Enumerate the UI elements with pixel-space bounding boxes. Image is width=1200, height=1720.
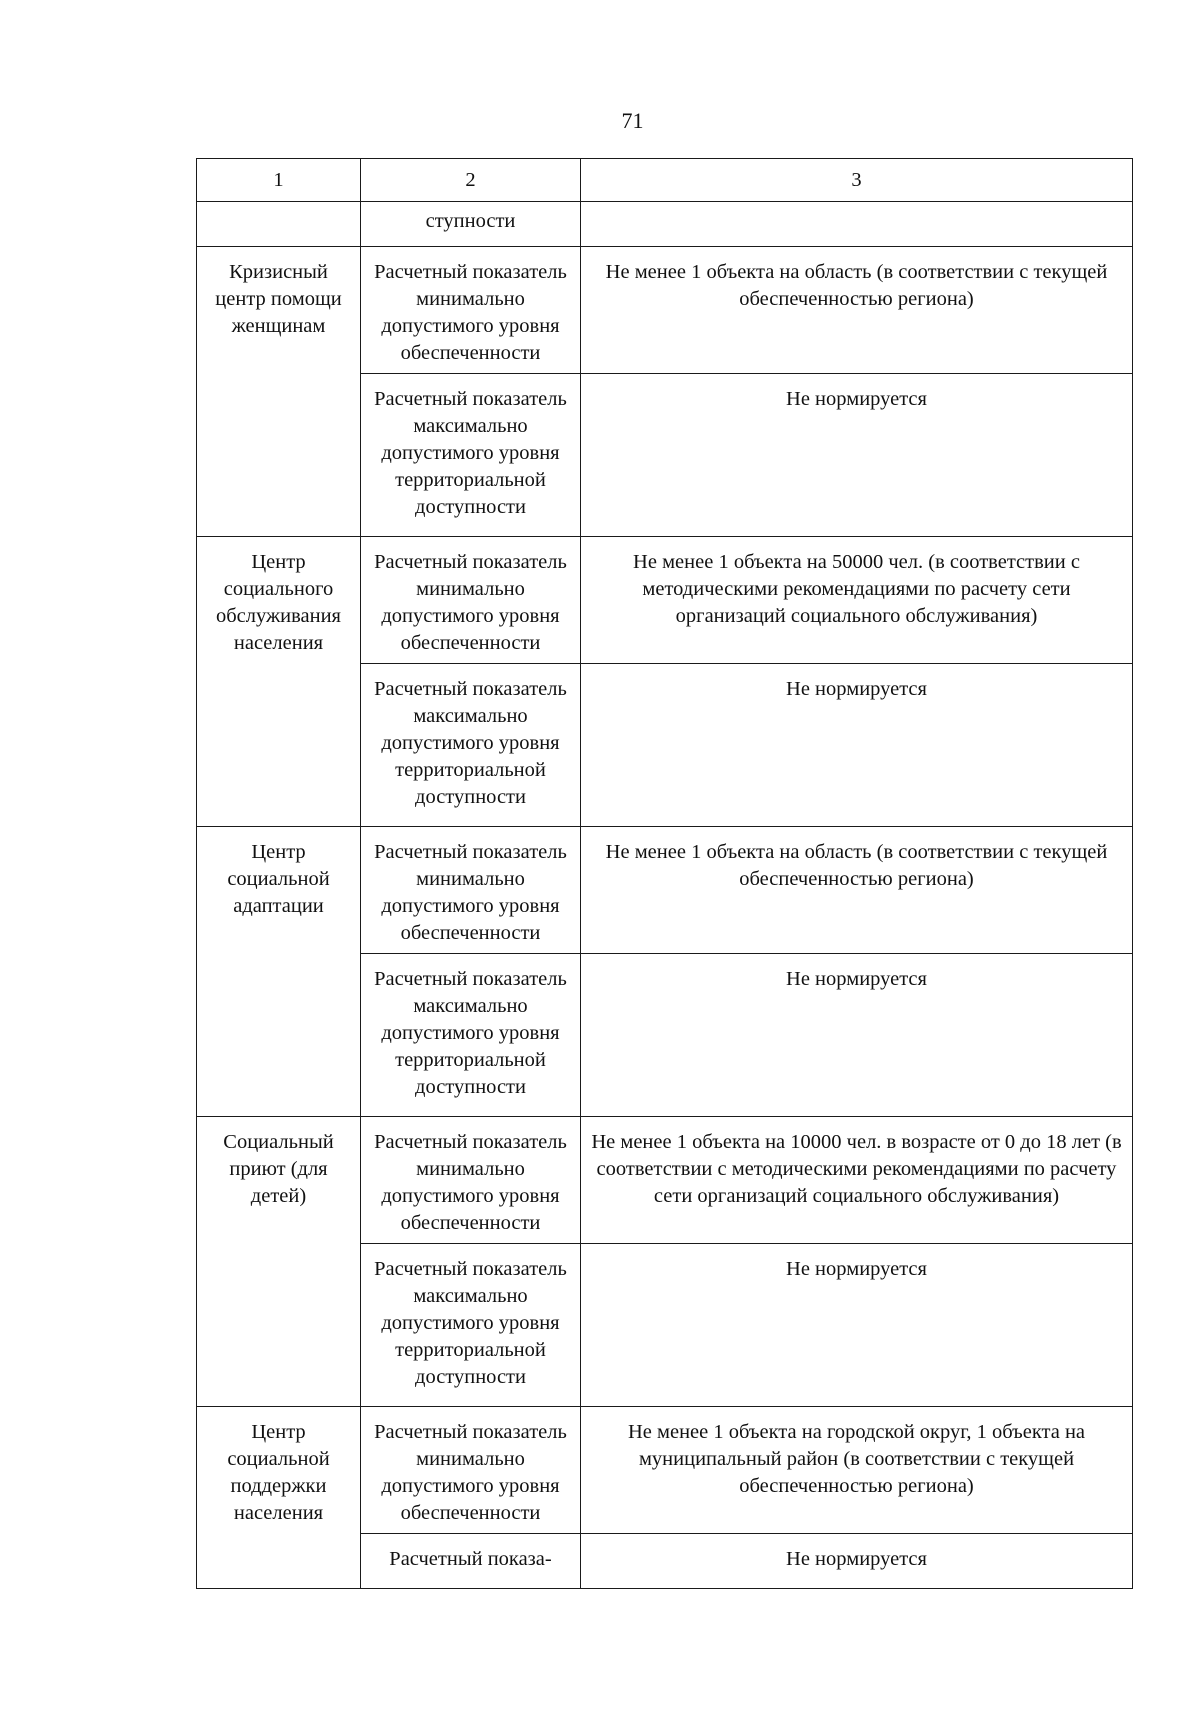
column-header: 1	[197, 159, 361, 202]
column-header: 3	[581, 159, 1133, 202]
value-cell: Не нормируется	[581, 1244, 1133, 1407]
table-row	[197, 247, 1133, 374]
facility-cell: Центр социального обслуживания населения	[197, 537, 361, 827]
value-cell: Не менее 1 объекта на городской округ, 1 объекта на муниципальный район (в соответствии с текущей обеспеченностью региона)	[581, 1407, 1133, 1534]
value-cell: Не менее 1 объекта на область (в соответствии с текущей обеспеченностью региона)	[581, 247, 1133, 374]
value-cell: Не менее 1 объекта на 50000 чел. (в соответствии с методическими рекомендациями по расчету сети организаций социального обслуживания)	[581, 537, 1133, 664]
indicator-cell: Расчетный показатель минимально допустимого уровня обеспеченности	[361, 247, 581, 374]
indicator-cell: ступности	[361, 202, 581, 247]
continuation-row	[197, 202, 1133, 247]
page-number: 71	[621, 108, 644, 133]
value-cell: Не нормируется	[581, 374, 1133, 537]
indicator-cell: Расчетный показа-	[361, 1534, 581, 1589]
table-header-row	[197, 159, 1133, 202]
facility-cell: Кризисный центр помощи женщинам	[197, 247, 361, 537]
indicator-cell: Расчетный показатель максимально допустимого уровня территориальной доступности	[361, 374, 581, 537]
facility-cell: Центр социальной поддержки населения	[197, 1407, 361, 1589]
column-header: 2	[361, 159, 581, 202]
value-cell: Не менее 1 объекта на 10000 чел. в возрасте от 0 до 18 лет (в соответствии с методическими рекомендациями по расчету сети организаций социального обслуживания)	[581, 1117, 1133, 1244]
indicator-cell: Расчетный показатель минимально допустимого уровня обеспеченности	[361, 537, 581, 664]
indicator-cell: Расчетный показатель минимально допустимого уровня обеспеченности	[361, 827, 581, 954]
indicator-cell: Расчетный показатель максимально допустимого уровня территориальной доступности	[361, 664, 581, 827]
value-cell: Не менее 1 объекта на область (в соответствии с текущей обеспеченностью региона)	[581, 827, 1133, 954]
table-row	[197, 1407, 1133, 1534]
facility-cell: Социальный приют (для детей)	[197, 1117, 361, 1407]
table-row	[197, 827, 1133, 954]
facility-cell	[197, 202, 361, 247]
table-row	[197, 537, 1133, 664]
indicator-cell: Расчетный показатель максимально допустимого уровня территориальной доступности	[361, 1244, 581, 1407]
indicator-cell: Расчетный показатель минимально допустимого уровня обеспеченности	[361, 1407, 581, 1534]
value-cell: Не нормируется	[581, 954, 1133, 1117]
value-cell: Не нормируется	[581, 1534, 1133, 1589]
norms-table	[196, 158, 1133, 1589]
indicator-cell: Расчетный показатель максимально допустимого уровня территориальной доступности	[361, 954, 581, 1117]
value-cell: Не нормируется	[581, 664, 1133, 827]
value-cell	[581, 202, 1133, 247]
table-row	[197, 1117, 1133, 1244]
facility-cell: Центр социальной адаптации	[197, 827, 361, 1117]
indicator-cell: Расчетный показатель минимально допустимого уровня обеспеченности	[361, 1117, 581, 1244]
